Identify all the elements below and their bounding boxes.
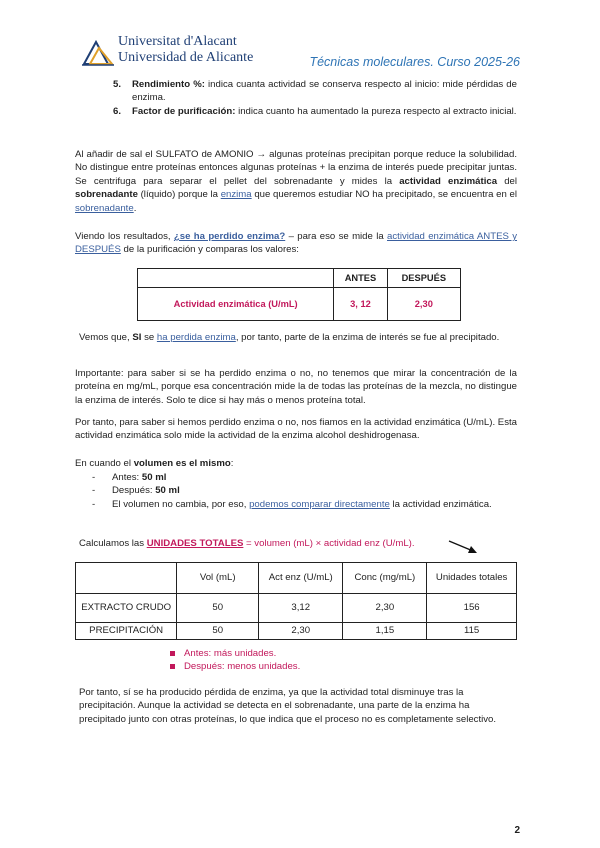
list-number: 6. xyxy=(113,105,122,117)
text-run: se xyxy=(141,332,157,343)
paragraph-ammonium-sulfate xyxy=(75,148,517,215)
activity-comparison-table xyxy=(137,268,461,321)
underlined-text: ha perdida enzima xyxy=(156,332,236,343)
paragraph-enzyme-activity: Por tanto, para saber si hemos perdido enzima o no, nos fiamos en la actividad enzimática (U/mL). Esta actividad enzimática solo mide la actividad de la enzima alcohol deshidrogenasa. xyxy=(75,417,517,442)
university-logo-icon xyxy=(82,38,114,68)
text-run: la actividad enzimática. xyxy=(389,498,492,510)
underlined-text: enzima xyxy=(220,189,252,201)
table-header-cell xyxy=(76,563,177,594)
text-run: – para eso se mide la xyxy=(285,231,388,242)
table-row xyxy=(76,594,517,623)
table-header-cell: Unidades totales xyxy=(427,563,517,594)
paragraph-conclusion-lost xyxy=(79,331,517,344)
table-header-row xyxy=(76,563,517,594)
text-run: Antes: xyxy=(112,472,142,483)
table-header-cell: Act enz (U/mL) xyxy=(259,563,343,594)
paragraph-important-note: Importante: para saber si se ha perdido enzima o no, no tenemos que mirar la concentración de la proteína en mg/mL, porque esa concentración mide la de todas las proteínas de la mezcla, no distingue la enzima de interés. Solo te dice si hay más o menos proteína total. xyxy=(75,368,517,406)
text-run: Después: xyxy=(112,485,156,497)
list-text: indica cuanto ha aumentado la pureza respecto al extracto inicial. xyxy=(235,105,517,117)
units-summary-list xyxy=(170,647,300,674)
bold-text: volumen es el mismo xyxy=(133,458,231,469)
table-cell: 2,30 xyxy=(387,288,460,321)
text-run: . xyxy=(133,202,137,214)
table-row xyxy=(138,288,461,321)
page-number: 2 xyxy=(514,825,520,836)
list-text: indica cuanta actividad se conserva respecto al inicio: mide pérdidas de enzima. xyxy=(132,79,517,104)
list-text: Después: menos unidades. xyxy=(184,661,301,673)
underlined-question: ¿se ha perdido enzima? xyxy=(173,231,286,242)
table-cell: 50 xyxy=(177,594,259,623)
list-number: 5. xyxy=(113,79,122,90)
list-item: - Antes: 50 ml xyxy=(92,472,167,483)
underlined-text: sobrenadante xyxy=(75,202,134,214)
numbered-list xyxy=(105,78,517,118)
highlighted-term: UNIDADES TOTALES xyxy=(146,538,244,549)
list-item: - El volumen no cambia, por eso, podemos comparar directamente la actividad enzimática. xyxy=(92,498,492,510)
bold-text: 50 ml xyxy=(141,472,167,483)
paragraph-final-conclusion: Por tanto, sí se ha producido pérdida de enzima, ya que la actividad total disminuye tras la precipitación. Aunque la actividad se detecta en el sobrenadante, una parte de la enzima ha precipitado junto con otras proteínas, lo que indica que el proceso no es completamente selectivo. xyxy=(79,687,497,725)
bold-text: SI xyxy=(132,332,142,343)
formula-text: = volumen (mL) × actividad enz (U/mL). xyxy=(243,538,415,549)
table-row-label: PRECIPITACIÓN xyxy=(76,623,177,640)
list-item xyxy=(170,660,300,673)
table-cell: 156 xyxy=(427,594,517,623)
bold-text: 50 ml xyxy=(155,485,180,497)
list-item xyxy=(105,78,517,105)
text-run: Viendo los resultados, xyxy=(75,231,174,242)
university-name-valencian: Universitat d'Alacant xyxy=(118,34,237,49)
course-title: Técnicas moleculares. Curso 2025-26 xyxy=(309,55,520,69)
purification-table xyxy=(75,562,517,640)
bold-text: sobrenadante xyxy=(75,189,138,201)
text-run: , por tanto, parte de la enzima de interés se fue al precipitado. xyxy=(235,332,500,343)
text-run: (líquido) porque la xyxy=(137,189,221,201)
list-term: Rendimiento %: xyxy=(132,79,205,90)
table-cell: 2,30 xyxy=(343,594,427,623)
text-run: Vemos que, xyxy=(79,332,133,343)
text-run: Calculamos las xyxy=(79,538,147,549)
underlined-text: podemos comparar directamente xyxy=(249,498,390,510)
table-cell: 50 xyxy=(177,623,259,640)
paragraph-volume xyxy=(75,457,517,470)
list-item: - Después: 50 ml xyxy=(92,485,180,497)
table-cell: 1,15 xyxy=(343,623,427,640)
table-header-cell: ANTES xyxy=(334,269,387,288)
university-name-spanish: Universidad de Alicante xyxy=(118,50,254,65)
text-run: El volumen no cambia, por eso, xyxy=(112,498,250,510)
bold-text: actividad enzimática xyxy=(399,175,498,187)
table-cell: 3, 12 xyxy=(334,288,387,321)
table-row-label: Actividad enzimática (U/mL) xyxy=(138,288,334,321)
table-header-cell: DESPUÉS xyxy=(387,269,460,288)
arrow-icon xyxy=(447,538,479,556)
text-run: : xyxy=(230,458,234,469)
list-term: Factor de purificación: xyxy=(132,105,236,117)
text-run: En cuando el xyxy=(75,458,134,469)
text-run: del xyxy=(497,175,518,187)
bullet-icon xyxy=(170,651,175,656)
table-cell: 115 xyxy=(427,623,517,640)
text-run: de la purificación y comparas los valores: xyxy=(120,244,299,256)
bullet-icon xyxy=(170,664,175,669)
text-run: que queremos estudiar NO ha precipitado, se encuentra en el xyxy=(251,189,517,201)
university-name xyxy=(118,34,253,66)
table-row xyxy=(76,623,517,640)
volume-list xyxy=(92,471,517,511)
table-header-row xyxy=(138,269,461,288)
table-header-cell: Vol (mL) xyxy=(177,563,259,594)
paragraph-results-question xyxy=(75,230,517,257)
table-cell: 3,12 xyxy=(259,594,343,623)
table-header-cell: Conc (mg/mL) xyxy=(343,563,427,594)
underlined-text: actividad enzimática ANTES y DESPUÉS xyxy=(75,231,518,256)
list-text: Antes: más unidades. xyxy=(184,648,277,659)
table-cell: 2,30 xyxy=(259,623,343,640)
text-run: Al añadir de sal el SULFATO de AMONIO → algunas proteínas precipitan porque reduce la solubilidad. No distingue entre proteínas entonces algunas proteínas + la enzima de interés puede precipitar juntas. Se centrifuga para separar el pellet del sobrenadante y mides la xyxy=(75,149,517,187)
table-header-cell xyxy=(138,269,334,288)
table-row-label: EXTRACTO CRUDO xyxy=(76,594,177,623)
list-item xyxy=(105,105,517,118)
list-item xyxy=(170,647,300,660)
